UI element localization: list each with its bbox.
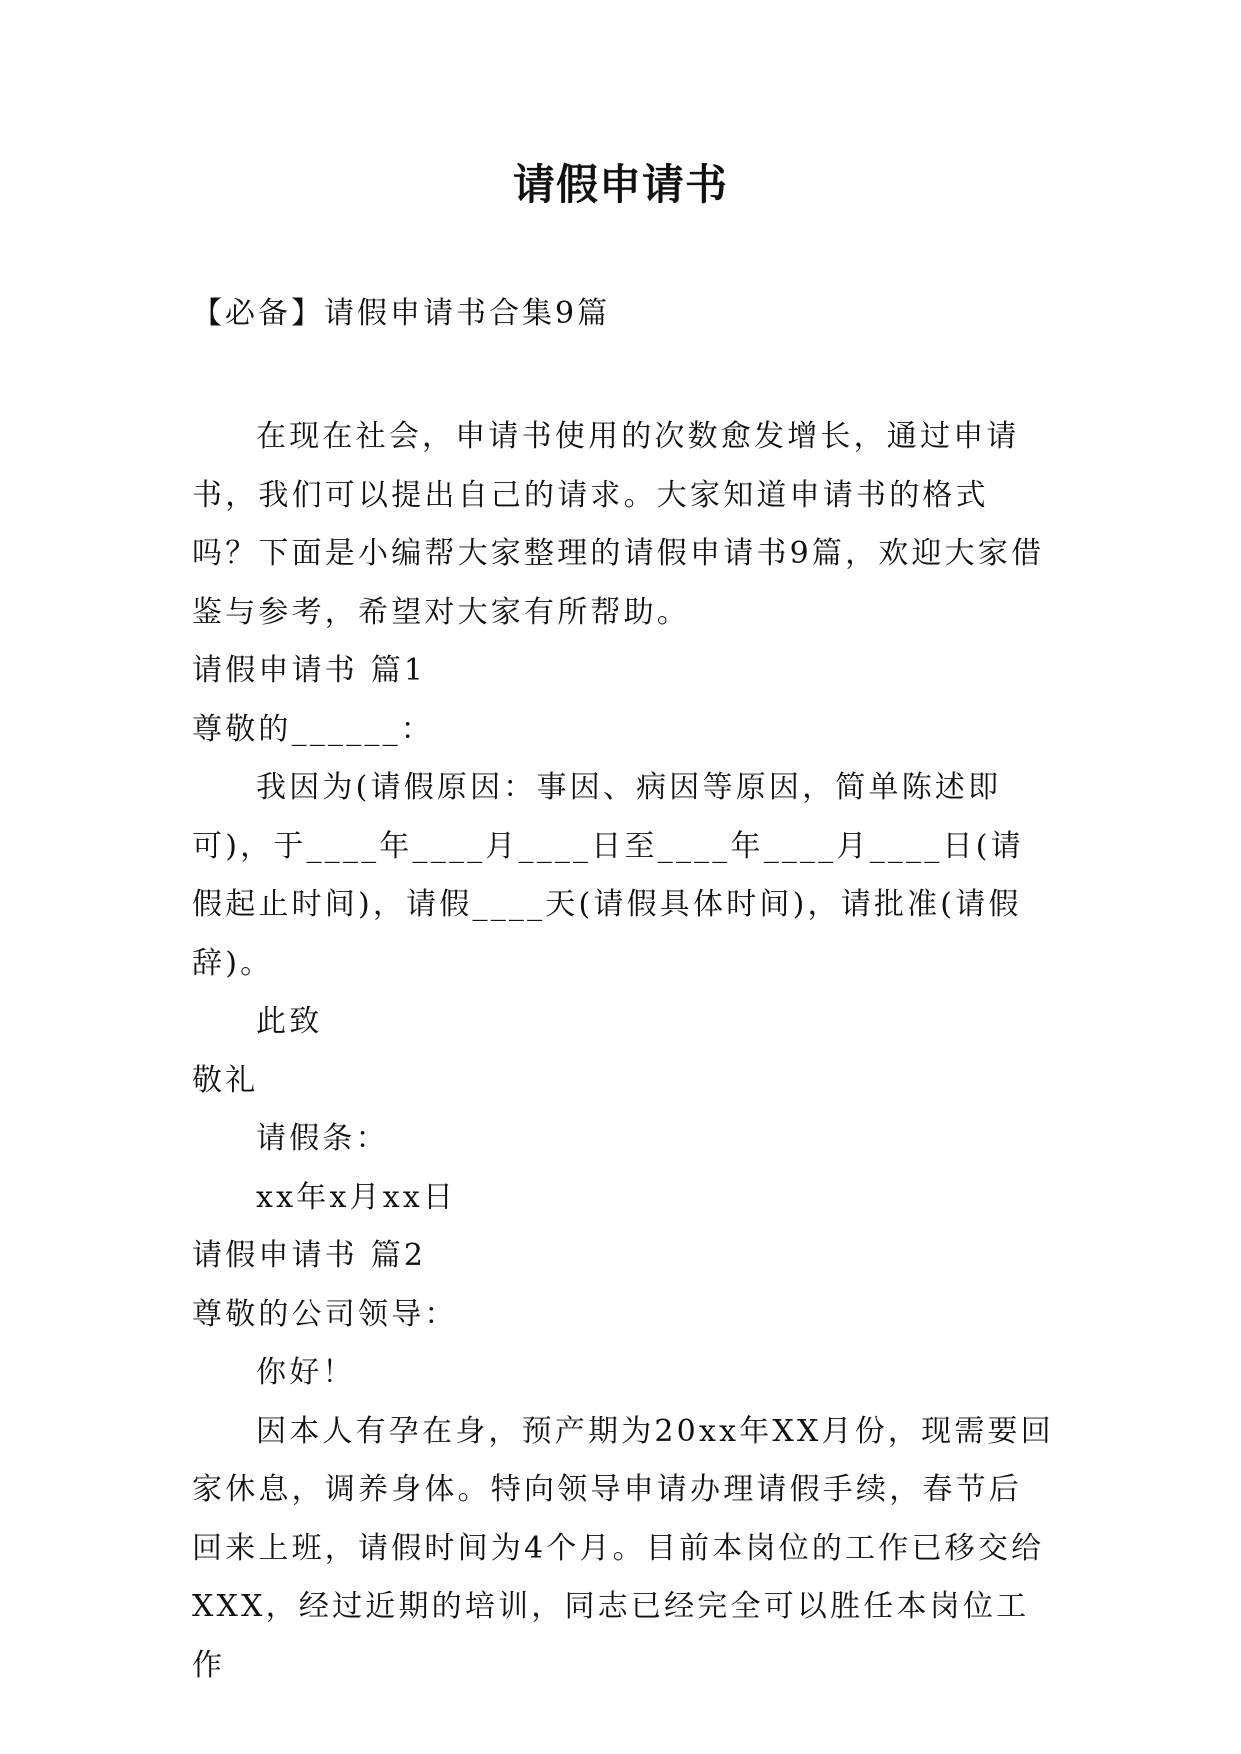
signature-label: 请假条：: [256, 1121, 389, 1156]
date-line: xx年x月xx日: [256, 1179, 457, 1215]
salutation: 尊敬的______：: [192, 711, 434, 747]
document-body: [192, 408, 1055, 1695]
section-heading-1: 请假申请书 篇1: [192, 653, 427, 688]
closing-line: 此致: [256, 1004, 323, 1039]
document-subtitle: 【必备】请假申请书合集9篇: [192, 296, 611, 331]
salutation: 尊敬的公司领导：: [192, 1296, 458, 1332]
body-paragraph: 我因为(请假原因：事因、病因等原因，简单陈述即可)，于____年____月____日至____年____月____日(请假起止时间)，请假____天(请假具体时间)，请批准(请假辞)。: [192, 770, 1024, 981]
body-paragraph: 因本人有孕在身，预产期为20xx年XX月份，现需要回家休息，调养身体。特向领导申请办理请假手续，春节后回来上班，请假时间为4个月。目前本岗位的工作已移交给XXX，经过近期的培训，同志已经完全可以胜任本岗位工作: [192, 1413, 1054, 1683]
section-heading-2: 请假申请书 篇2: [192, 1238, 427, 1273]
intro-paragraph: 在现在社会，申请书使用的次数愈发增长，通过申请书，我们可以提出自己的请求。大家知道申请书的格式吗？下面是小编帮大家整理的请假申请书9篇，欢迎大家借鉴与参考，希望对大家有所帮助。: [192, 419, 1045, 630]
greeting: 你好！: [256, 1355, 356, 1390]
document-title: 请假申请书: [512, 160, 728, 209]
closing-regards: 敬礼: [192, 1062, 259, 1098]
